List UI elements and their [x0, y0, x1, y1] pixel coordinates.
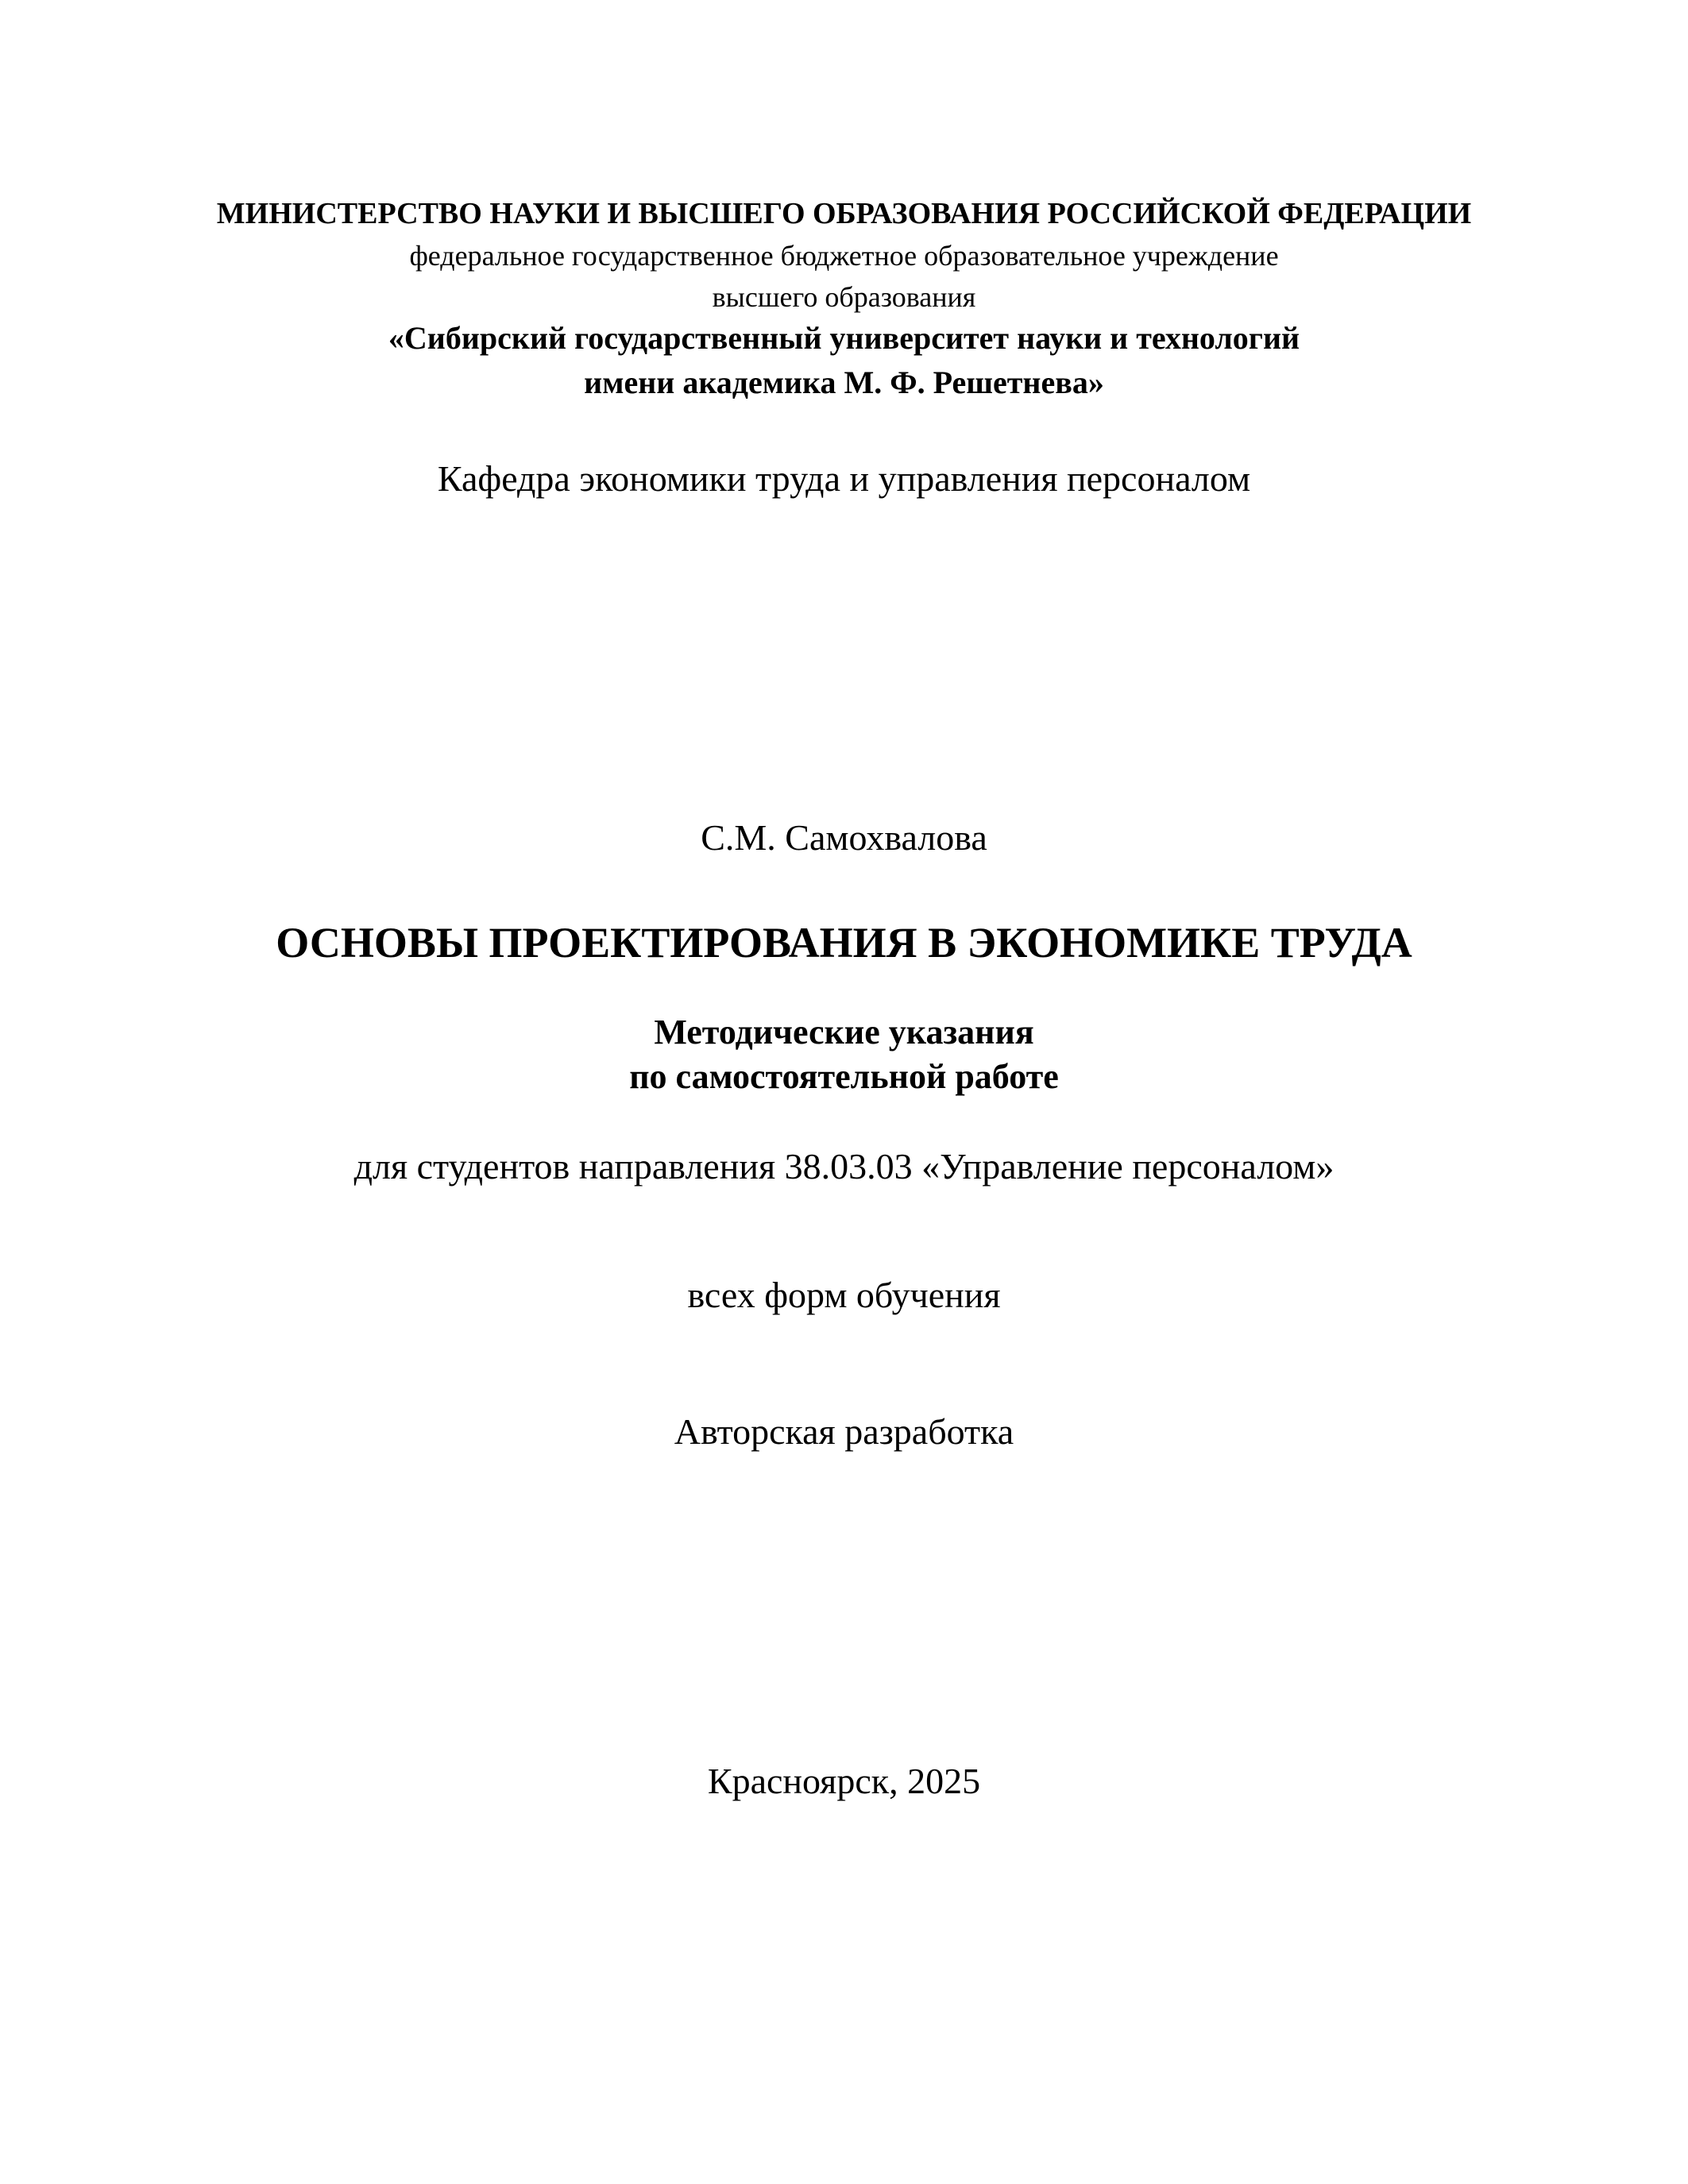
- document-title: ОСНОВЫ ПРОЕКТИРОВАНИЯ В ЭКОНОМИКЕ ТРУДА: [276, 919, 1412, 967]
- study-forms: всех форм обучения: [687, 1275, 1001, 1315]
- authorship-note: Авторская разработка: [674, 1411, 1014, 1452]
- city-and-year: Красноярск, 2025: [707, 1761, 981, 1801]
- university-name-line-1: «Сибирский государственный университет науки и технологий: [388, 320, 1300, 356]
- target-audience: для студентов направления 38.03.03 «Управление персоналом»: [353, 1146, 1335, 1187]
- document-subtitle-line-1: Методические указания: [654, 1013, 1034, 1051]
- institution-type-line-1: федеральное государственное бюджетное образовательное учреждение: [409, 240, 1279, 272]
- ministry-name: МИНИСТЕРСТВО НАУКИ И ВЫСШЕГО ОБРАЗОВАНИЯ РОССИЙСКОЙ ФЕДЕРАЦИИ: [216, 197, 1472, 230]
- document-subtitle-line-2: по самостоятельной работе: [629, 1057, 1059, 1096]
- institution-type-line-2: высшего образования: [712, 281, 976, 313]
- author-name: С.М. Самохвалова: [701, 817, 987, 858]
- university-name-line-2: имени академика М. Ф. Решетнева»: [584, 365, 1104, 400]
- department-name: Кафедра экономики труда и управления персоналом: [437, 458, 1251, 499]
